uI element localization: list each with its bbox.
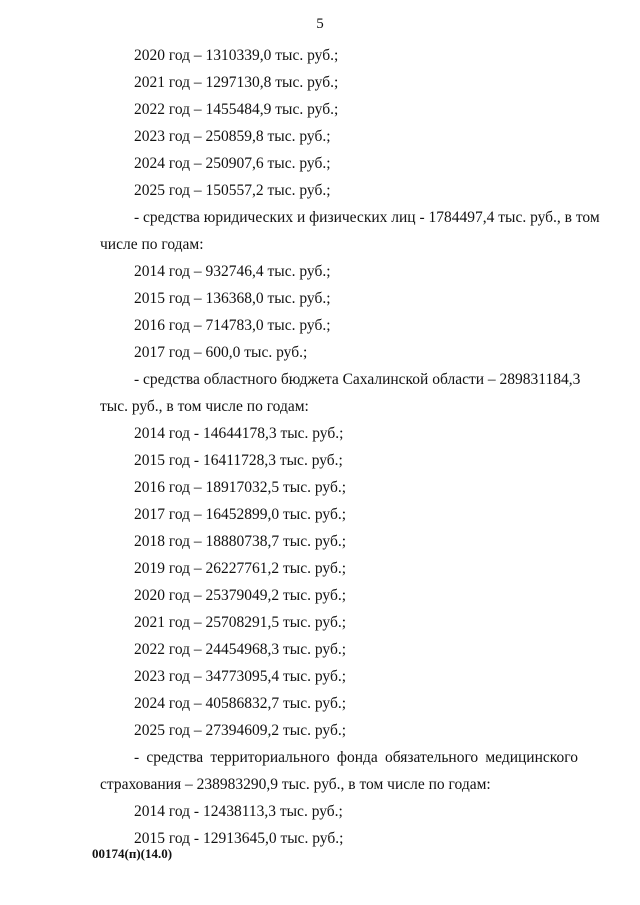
year-line: 2014 год – 932746,4 тыс. руб.; — [134, 263, 331, 280]
year-line: 2021 год – 1297130,8 тыс. руб.; — [134, 74, 339, 91]
year-list-block-3 — [100, 420, 578, 744]
year-line: 2019 год – 26227761,2 тыс. руб.; — [134, 560, 347, 577]
year-line: 2015 год - 12913645,0 тыс. руб.; — [134, 830, 344, 847]
year-list-block-4 — [100, 798, 578, 852]
paragraph-first-line: - средства областного бюджета Сахалинской области – 289831184,3 — [134, 371, 581, 388]
year-line: 2014 год - 12438113,3 тыс. руб.; — [134, 803, 343, 820]
year-line: 2014 год - 14644178,3 тыс. руб.; — [134, 425, 344, 442]
paragraph-regional-budget — [100, 366, 581, 420]
year-line: 2015 год – 136368,0 тыс. руб.; — [134, 290, 331, 307]
paragraph-first-line: - средства территориального фонда обязательного медицинского — [134, 749, 578, 766]
paragraph-medical-insurance-fund — [100, 744, 578, 798]
year-line: 2022 год – 24454968,3 тыс. руб.; — [134, 641, 347, 658]
page-number: 5 — [316, 16, 324, 32]
year-line: 2025 год – 150557,2 тыс. руб.; — [134, 182, 331, 199]
year-line: 2022 год – 1455484,9 тыс. руб.; — [134, 101, 339, 118]
year-line: 2017 год – 16452899,0 тыс. руб.; — [134, 506, 347, 523]
year-line: 2016 год – 714783,0 тыс. руб.; — [134, 317, 331, 334]
year-line: 2021 год – 25708291,5 тыс. руб.; — [134, 614, 347, 631]
year-line: 2024 год – 40586832,7 тыс. руб.; — [134, 695, 347, 712]
year-list-block-1 — [100, 42, 578, 204]
year-line: 2020 год – 1310339,0 тыс. руб.; — [134, 47, 339, 64]
year-line: 2025 год – 27394609,2 тыс. руб.; — [134, 722, 347, 739]
paragraph-continuation: страхования – 238983290,9 тыс. руб., в том числе по годам: — [100, 776, 491, 793]
year-line: 2020 год – 25379049,2 тыс. руб.; — [134, 587, 347, 604]
year-line: 2016 год – 18917032,5 тыс. руб.; — [134, 479, 347, 496]
document-body — [100, 42, 600, 852]
paragraph-legal-entities — [100, 204, 600, 258]
paragraph-first-line: - средства юридических и физических лиц - 1784497,4 тыс. руб., в том — [134, 209, 600, 226]
paragraph-continuation: тыс. руб., в том числе по годам: — [100, 398, 309, 415]
year-line: 2015 год - 16411728,3 тыс. руб.; — [134, 452, 343, 469]
paragraph-continuation: числе по годам: — [100, 236, 204, 253]
year-line: 2018 год – 18880738,7 тыс. руб.; — [134, 533, 347, 550]
document-code: 00174(п)(14.0) — [92, 846, 173, 861]
year-line: 2024 год – 250907,6 тыс. руб.; — [134, 155, 331, 172]
year-line: 2023 год – 250859,8 тыс. руб.; — [134, 128, 331, 145]
year-line: 2023 год – 34773095,4 тыс. руб.; — [134, 668, 347, 685]
year-list-block-2 — [100, 258, 578, 366]
year-line: 2017 год – 600,0 тыс. руб.; — [134, 344, 308, 361]
